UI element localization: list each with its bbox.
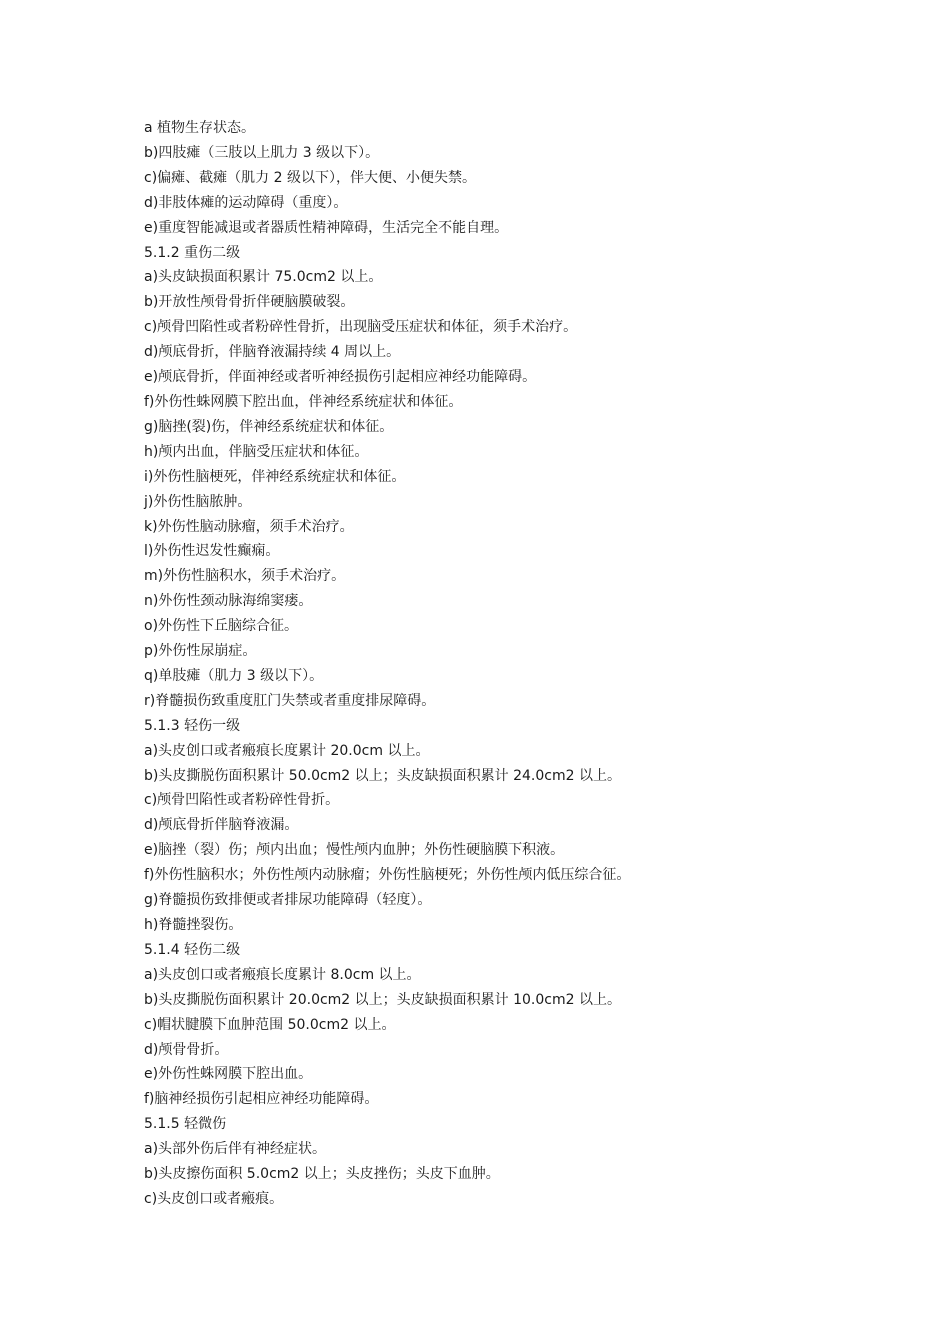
- list-item: l)外伤性迟发性癫痫。: [144, 543, 280, 560]
- document-body: [144, 116, 844, 1212]
- list-item: c)颅骨凹陷性或者粉碎性骨折。: [144, 792, 340, 809]
- list-item: h)颅内出血，伴脑受压症状和体征。: [144, 443, 369, 460]
- list-item: f)外伤性蛛网膜下腔出血，伴神经系统症状和体征。: [144, 393, 463, 410]
- list-item: b)四肢瘫（三肢以上肌力 3 级以下）。: [144, 144, 380, 161]
- list-item: a 植物生存状态。: [144, 120, 256, 136]
- list-item: r)脊髓损伤致重度肛门失禁或者重度排尿障碍。: [144, 692, 436, 709]
- list-item: p)外伤性尿崩症。: [144, 643, 257, 660]
- list-item: g)脑挫(裂)伤，伴神经系统症状和体征。: [144, 418, 394, 435]
- list-item: a)头皮缺损面积累计 75.0cm2 以上。: [144, 269, 383, 286]
- list-item: c)帽状腱膜下血肿范围 50.0cm2 以上。: [144, 1016, 396, 1033]
- list-item: e)外伤性蛛网膜下腔出血。: [144, 1066, 313, 1083]
- list-item: b)开放性颅骨骨折伴硬脑膜破裂。: [144, 294, 355, 311]
- list-item: n)外伤性颈动脉海绵窦瘘。: [144, 593, 313, 610]
- list-item: e)重度智能减退或者器质性精神障碍，生活完全不能自理。: [144, 219, 509, 236]
- list-item: o)外伤性下丘脑综合征。: [144, 618, 299, 635]
- list-item: b)头皮擦伤面积 5.0cm2 以上；头皮挫伤；头皮下血肿。: [144, 1166, 500, 1183]
- list-item: g)脊髓损伤致排便或者排尿功能障碍（轻度）。: [144, 892, 432, 909]
- list-item: i)外伤性脑梗死，伴神经系统症状和体征。: [144, 468, 406, 485]
- section-heading: 5.1.4 轻伤二级: [144, 941, 241, 958]
- section-heading: 5.1.5 轻微伤: [144, 1116, 227, 1133]
- section-heading: 5.1.2 重伤二级: [144, 244, 241, 261]
- list-item: d)颅底骨折伴脑脊液漏。: [144, 817, 299, 834]
- list-item: h)脊髓挫裂伤。: [144, 917, 243, 933]
- list-item: k)外伤性脑动脉瘤，须手术治疗。: [144, 518, 354, 535]
- list-item: m)外伤性脑积水，须手术治疗。: [144, 568, 346, 585]
- list-item: f)脑神经损伤引起相应神经功能障碍。: [144, 1091, 379, 1108]
- list-item: f)外伤性脑积水；外伤性颅内动脉瘤；外伤性脑梗死；外伤性颅内低压综合征。: [144, 867, 631, 884]
- list-item: d)非肢体瘫的运动障碍（重度）。: [144, 194, 348, 211]
- list-item: a)头皮创口或者瘢痕长度累计 20.0cm 以上。: [144, 742, 430, 759]
- list-item: j)外伤性脑脓肿。: [144, 493, 252, 510]
- list-item: a)头皮创口或者瘢痕长度累计 8.0cm 以上。: [144, 966, 421, 983]
- list-item: c)偏瘫、截瘫（肌力 2 级以下），伴大便、小便失禁。: [144, 169, 476, 186]
- list-item: d)颅骨骨折。: [144, 1041, 229, 1058]
- section-heading: 5.1.3 轻伤一级: [144, 717, 241, 734]
- list-item: b)头皮撕脱伤面积累计 20.0cm2 以上；头皮缺损面积累计 10.0cm2 以上。: [144, 991, 621, 1008]
- list-item: q)单肢瘫（肌力 3 级以下）。: [144, 667, 324, 684]
- list-item: d)颅底骨折，伴脑脊液漏持续 4 周以上。: [144, 344, 401, 361]
- list-item: b)头皮撕脱伤面积累计 50.0cm2 以上；头皮缺损面积累计 24.0cm2 以上。: [144, 767, 621, 784]
- list-item: c)头皮创口或者瘢痕。: [144, 1190, 284, 1207]
- list-item: e)脑挫（裂）伤；颅内出血；慢性颅内血肿；外伤性硬脑膜下积液。: [144, 842, 565, 859]
- list-item: e)颅底骨折，伴面神经或者听神经损伤引起相应神经功能障碍。: [144, 369, 537, 386]
- list-item: a)头部外伤后伴有神经症状。: [144, 1141, 327, 1158]
- list-item: c)颅骨凹陷性或者粉碎性骨折，出现脑受压症状和体征，须手术治疗。: [144, 319, 578, 336]
